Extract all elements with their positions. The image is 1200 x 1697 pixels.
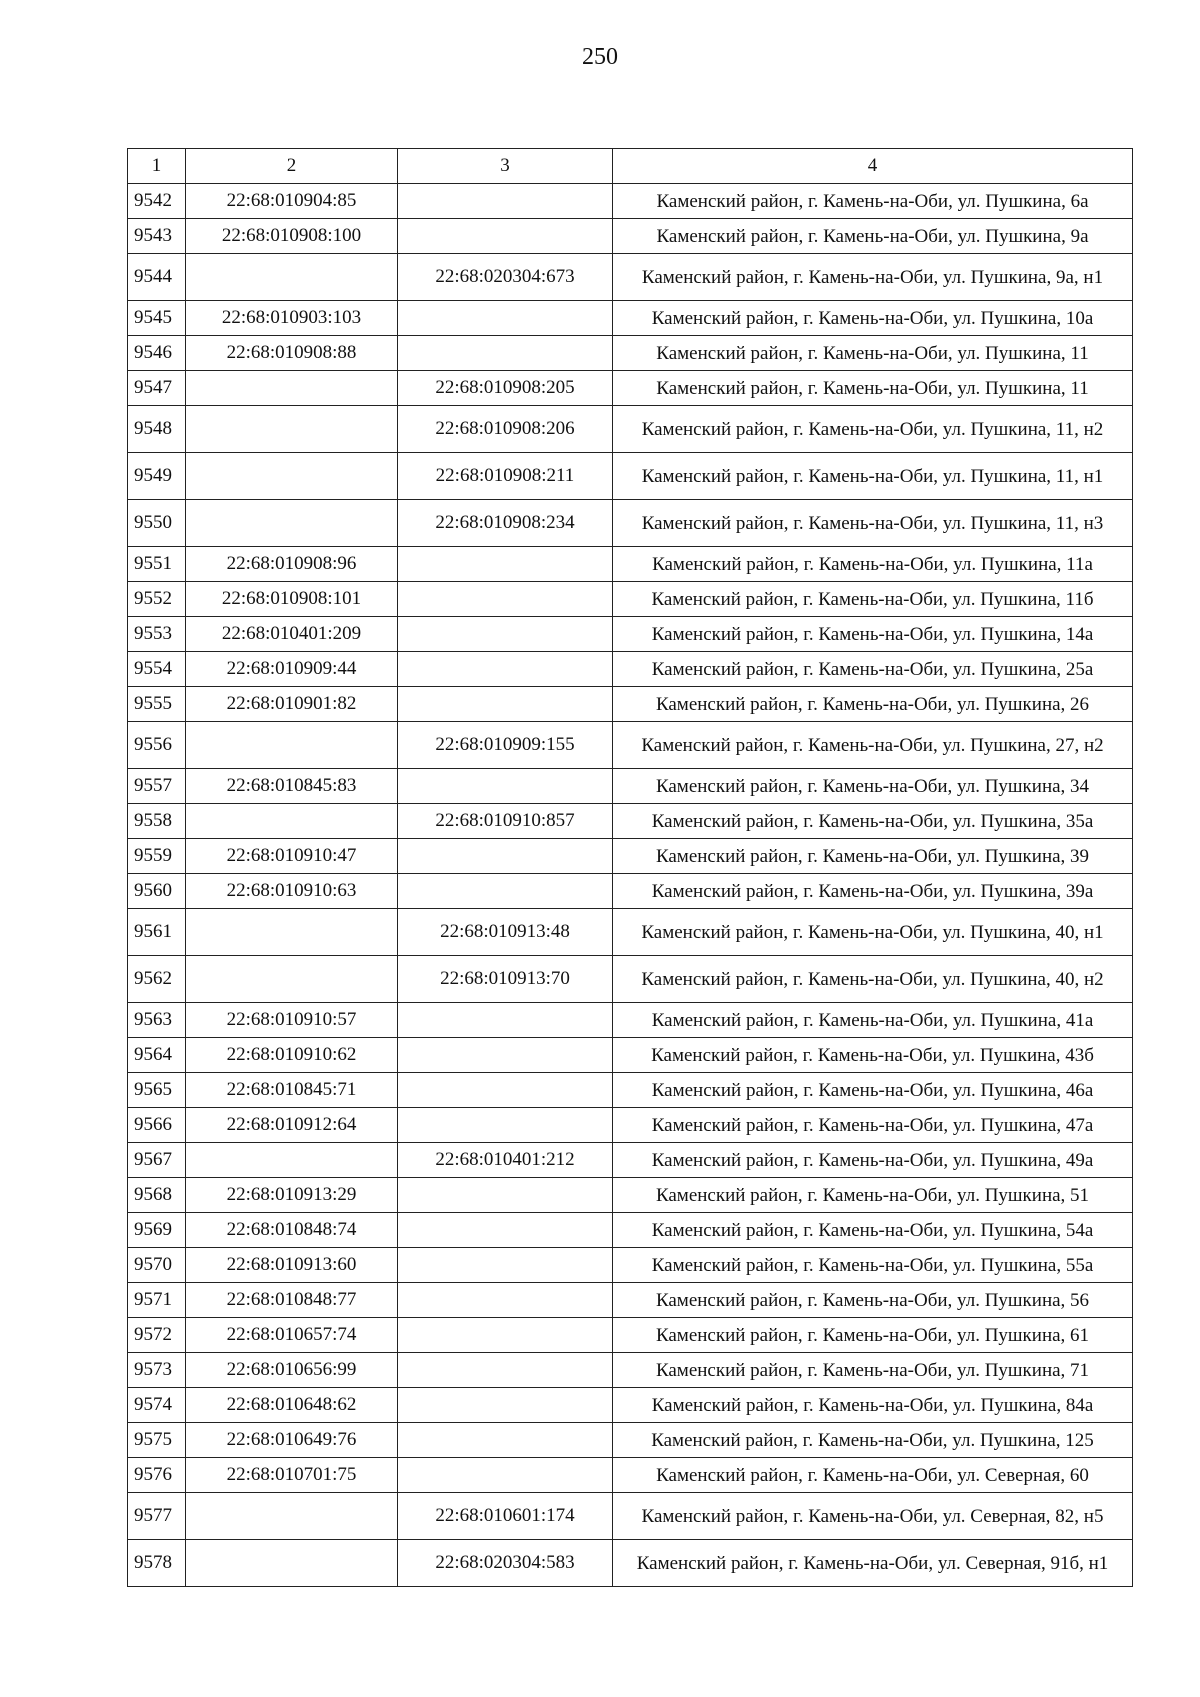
table-row: [128, 219, 1133, 254]
table-row: [128, 1248, 1133, 1283]
address-cell: Каменский район, г. Камень-на-Оби, ул. Пушкина, 51: [613, 1178, 1133, 1213]
row-number-cell: 9574: [128, 1388, 186, 1423]
row-number-cell: 9569: [128, 1213, 186, 1248]
table-row: [128, 804, 1133, 839]
object-number-cell: 22:68:010601:174: [398, 1493, 613, 1540]
address-cell: Каменский район, г. Камень-на-Оби, ул. Пушкина, 71: [613, 1353, 1133, 1388]
cadastral-number-cell: [186, 909, 398, 956]
table-row: [128, 1318, 1133, 1353]
row-number-cell: 9577: [128, 1493, 186, 1540]
cadastral-number-cell: [186, 1143, 398, 1178]
cadastral-number-cell: 22:68:010910:47: [186, 839, 398, 874]
row-number-cell: 9544: [128, 254, 186, 301]
address-cell: Каменский район, г. Камень-на-Оби, ул. Пушкина, 43б: [613, 1038, 1133, 1073]
object-number-cell: [398, 769, 613, 804]
address-cell: Каменский район, г. Камень-на-Оби, ул. Пушкина, 35а: [613, 804, 1133, 839]
cadastral-number-cell: 22:68:010649:76: [186, 1423, 398, 1458]
address-cell: Каменский район, г. Камень-на-Оби, ул. Пушкина, 10а: [613, 301, 1133, 336]
row-number-cell: 9554: [128, 652, 186, 687]
address-cell: Каменский район, г. Камень-на-Оби, ул. Пушкина, 46а: [613, 1073, 1133, 1108]
table-row: [128, 336, 1133, 371]
object-number-cell: 22:68:020304:673: [398, 254, 613, 301]
object-number-cell: [398, 336, 613, 371]
row-number-cell: 9559: [128, 839, 186, 874]
cadastral-number-cell: 22:68:010401:209: [186, 617, 398, 652]
cadastral-number-cell: [186, 1540, 398, 1587]
table-row: [128, 371, 1133, 406]
address-cell: Каменский район, г. Камень-на-Оби, ул. Пушкина, 84а: [613, 1388, 1133, 1423]
cadastral-number-cell: 22:68:010657:74: [186, 1318, 398, 1353]
table-row: [128, 1178, 1133, 1213]
column-header-4: 4: [613, 149, 1133, 184]
cadastral-number-cell: 22:68:010908:100: [186, 219, 398, 254]
table-row: [128, 1493, 1133, 1540]
object-number-cell: 22:68:010910:857: [398, 804, 613, 839]
cadastral-number-cell: 22:68:010910:57: [186, 1003, 398, 1038]
table-row: [128, 769, 1133, 804]
row-number-cell: 9570: [128, 1248, 186, 1283]
row-number-cell: 9576: [128, 1458, 186, 1493]
row-number-cell: 9575: [128, 1423, 186, 1458]
table-row: [128, 1353, 1133, 1388]
cadastral-number-cell: [186, 722, 398, 769]
object-number-cell: [398, 1213, 613, 1248]
cadastral-number-cell: [186, 254, 398, 301]
table-row: [128, 687, 1133, 722]
page-number: 250: [582, 44, 618, 70]
cadastral-number-cell: [186, 453, 398, 500]
object-number-cell: 22:68:010908:206: [398, 406, 613, 453]
row-number-cell: 9555: [128, 687, 186, 722]
row-number-cell: 9551: [128, 547, 186, 582]
table-row: [128, 956, 1133, 1003]
table-row: [128, 582, 1133, 617]
row-number-cell: 9558: [128, 804, 186, 839]
address-cell: Каменский район, г. Камень-на-Оби, ул. Пушкина, 11: [613, 371, 1133, 406]
table-row: [128, 1003, 1133, 1038]
row-number-cell: 9543: [128, 219, 186, 254]
object-number-cell: [398, 1318, 613, 1353]
address-cell: Каменский район, г. Камень-на-Оби, ул. Пушкина, 39: [613, 839, 1133, 874]
object-number-cell: 22:68:010908:205: [398, 371, 613, 406]
table-row: [128, 909, 1133, 956]
table-row: [128, 874, 1133, 909]
column-header-3: 3: [398, 149, 613, 184]
object-number-cell: 22:68:010908:211: [398, 453, 613, 500]
address-cell: Каменский район, г. Камень-на-Оби, ул. Пушкина, 55а: [613, 1248, 1133, 1283]
cadastral-number-cell: 22:68:010848:74: [186, 1213, 398, 1248]
table-body: [128, 184, 1133, 1587]
object-number-cell: [398, 1283, 613, 1318]
object-number-cell: 22:68:010401:212: [398, 1143, 613, 1178]
object-number-cell: 22:68:010908:234: [398, 500, 613, 547]
cadastral-number-cell: 22:68:010908:101: [186, 582, 398, 617]
address-cell: Каменский район, г. Камень-на-Оби, ул. Пушкина, 40, н2: [613, 956, 1133, 1003]
table-row: [128, 1143, 1133, 1178]
row-number-cell: 9571: [128, 1283, 186, 1318]
row-number-cell: 9549: [128, 453, 186, 500]
row-number-cell: 9564: [128, 1038, 186, 1073]
cadastral-number-cell: 22:68:010913:60: [186, 1248, 398, 1283]
table-row: [128, 617, 1133, 652]
address-cell: Каменский район, г. Камень-на-Оби, ул. Пушкина, 56: [613, 1283, 1133, 1318]
table-row: [128, 1540, 1133, 1587]
cadastral-table: [127, 148, 1133, 1587]
address-cell: Каменский район, г. Камень-на-Оби, ул. Северная, 82, н5: [613, 1493, 1133, 1540]
table-row: [128, 1213, 1133, 1248]
row-number-cell: 9566: [128, 1108, 186, 1143]
object-number-cell: [398, 219, 613, 254]
cadastral-number-cell: 22:68:010903:103: [186, 301, 398, 336]
address-cell: Каменский район, г. Камень-на-Оби, ул. Пушкина, 14а: [613, 617, 1133, 652]
cadastral-number-cell: 22:68:010909:44: [186, 652, 398, 687]
object-number-cell: [398, 1423, 613, 1458]
address-cell: Каменский район, г. Камень-на-Оби, ул. Пушкина, 40, н1: [613, 909, 1133, 956]
row-number-cell: 9548: [128, 406, 186, 453]
object-number-cell: [398, 1458, 613, 1493]
object-number-cell: 22:68:010913:70: [398, 956, 613, 1003]
table-row: [128, 652, 1133, 687]
address-cell: Каменский район, г. Камень-на-Оби, ул. Пушкина, 61: [613, 1318, 1133, 1353]
cadastral-number-cell: [186, 956, 398, 1003]
object-number-cell: [398, 687, 613, 722]
address-cell: Каменский район, г. Камень-на-Оби, ул. Пушкина, 25а: [613, 652, 1133, 687]
address-cell: Каменский район, г. Камень-на-Оби, ул. Пушкина, 34: [613, 769, 1133, 804]
cadastral-number-cell: 22:68:010908:96: [186, 547, 398, 582]
row-number-cell: 9565: [128, 1073, 186, 1108]
cadastral-number-cell: [186, 371, 398, 406]
row-number-cell: 9573: [128, 1353, 186, 1388]
row-number-cell: 9560: [128, 874, 186, 909]
column-header-2: 2: [186, 149, 398, 184]
row-number-cell: 9542: [128, 184, 186, 219]
cadastral-number-cell: 22:68:010656:99: [186, 1353, 398, 1388]
row-number-cell: 9546: [128, 336, 186, 371]
object-number-cell: [398, 1388, 613, 1423]
table-row: [128, 453, 1133, 500]
row-number-cell: 9567: [128, 1143, 186, 1178]
row-number-cell: 9556: [128, 722, 186, 769]
row-number-cell: 9550: [128, 500, 186, 547]
column-header-1: 1: [128, 149, 186, 184]
row-number-cell: 9545: [128, 301, 186, 336]
cadastral-number-cell: [186, 1493, 398, 1540]
table-header-row: [128, 149, 1133, 184]
row-number-cell: 9557: [128, 769, 186, 804]
object-number-cell: [398, 301, 613, 336]
address-cell: Каменский район, г. Камень-на-Оби, ул. Пушкина, 11а: [613, 547, 1133, 582]
cadastral-number-cell: 22:68:010845:71: [186, 1073, 398, 1108]
object-number-cell: [398, 617, 613, 652]
cadastral-number-cell: 22:68:010848:77: [186, 1283, 398, 1318]
object-number-cell: 22:68:010909:155: [398, 722, 613, 769]
table-row: [128, 1038, 1133, 1073]
table-row: [128, 254, 1133, 301]
address-cell: Каменский район, г. Камень-на-Оби, ул. Пушкина, 11: [613, 336, 1133, 371]
cadastral-number-cell: [186, 406, 398, 453]
row-number-cell: 9578: [128, 1540, 186, 1587]
object-number-cell: [398, 582, 613, 617]
row-number-cell: 9547: [128, 371, 186, 406]
address-cell: Каменский район, г. Камень-на-Оби, ул. Пушкина, 125: [613, 1423, 1133, 1458]
row-number-cell: 9563: [128, 1003, 186, 1038]
object-number-cell: [398, 1248, 613, 1283]
address-cell: Каменский район, г. Камень-на-Оби, ул. Пушкина, 9а: [613, 219, 1133, 254]
cadastral-number-cell: 22:68:010904:85: [186, 184, 398, 219]
object-number-cell: [398, 547, 613, 582]
object-number-cell: [398, 1353, 613, 1388]
object-number-cell: 22:68:020304:583: [398, 1540, 613, 1587]
table-row: [128, 839, 1133, 874]
row-number-cell: 9568: [128, 1178, 186, 1213]
table-row: [128, 1388, 1133, 1423]
address-cell: Каменский район, г. Камень-на-Оби, ул. Пушкина, 11б: [613, 582, 1133, 617]
address-cell: Каменский район, г. Камень-на-Оби, ул. Пушкина, 11, н1: [613, 453, 1133, 500]
object-number-cell: [398, 1038, 613, 1073]
address-cell: Каменский район, г. Камень-на-Оби, ул. Пушкина, 6а: [613, 184, 1133, 219]
object-number-cell: [398, 1073, 613, 1108]
row-number-cell: 9552: [128, 582, 186, 617]
cadastral-number-cell: 22:68:010648:62: [186, 1388, 398, 1423]
table-row: [128, 1108, 1133, 1143]
address-cell: Каменский район, г. Камень-на-Оби, ул. Пушкина, 27, н2: [613, 722, 1133, 769]
cadastral-number-cell: 22:68:010910:63: [186, 874, 398, 909]
table-row: [128, 722, 1133, 769]
address-cell: Каменский район, г. Камень-на-Оби, ул. Пушкина, 49а: [613, 1143, 1133, 1178]
object-number-cell: [398, 839, 613, 874]
row-number-cell: 9553: [128, 617, 186, 652]
table-row: [128, 1458, 1133, 1493]
row-number-cell: 9561: [128, 909, 186, 956]
cadastral-number-cell: 22:68:010910:62: [186, 1038, 398, 1073]
address-cell: Каменский район, г. Камень-на-Оби, ул. Северная, 91б, н1: [613, 1540, 1133, 1587]
address-cell: Каменский район, г. Камень-на-Оби, ул. Северная, 60: [613, 1458, 1133, 1493]
table-row: [128, 1073, 1133, 1108]
table-row: [128, 1283, 1133, 1318]
object-number-cell: [398, 1003, 613, 1038]
object-number-cell: [398, 874, 613, 909]
object-number-cell: [398, 652, 613, 687]
cadastral-number-cell: 22:68:010901:82: [186, 687, 398, 722]
address-cell: Каменский район, г. Камень-на-Оби, ул. Пушкина, 26: [613, 687, 1133, 722]
cadastral-number-cell: [186, 804, 398, 839]
object-number-cell: [398, 184, 613, 219]
object-number-cell: [398, 1178, 613, 1213]
row-number-cell: 9562: [128, 956, 186, 1003]
address-cell: Каменский район, г. Камень-на-Оби, ул. Пушкина, 11, н2: [613, 406, 1133, 453]
cadastral-number-cell: 22:68:010912:64: [186, 1108, 398, 1143]
table-row: [128, 301, 1133, 336]
cadastral-number-cell: 22:68:010701:75: [186, 1458, 398, 1493]
object-number-cell: [398, 1108, 613, 1143]
row-number-cell: 9572: [128, 1318, 186, 1353]
table-row: [128, 184, 1133, 219]
address-cell: Каменский район, г. Камень-на-Оби, ул. Пушкина, 47а: [613, 1108, 1133, 1143]
table-row: [128, 406, 1133, 453]
object-number-cell: 22:68:010913:48: [398, 909, 613, 956]
cadastral-number-cell: 22:68:010845:83: [186, 769, 398, 804]
address-cell: Каменский район, г. Камень-на-Оби, ул. Пушкина, 11, н3: [613, 500, 1133, 547]
cadastral-number-cell: [186, 500, 398, 547]
table-row: [128, 547, 1133, 582]
table-row: [128, 500, 1133, 547]
address-cell: Каменский район, г. Камень-на-Оби, ул. Пушкина, 41а: [613, 1003, 1133, 1038]
address-cell: Каменский район, г. Камень-на-Оби, ул. Пушкина, 9а, н1: [613, 254, 1133, 301]
address-cell: Каменский район, г. Камень-на-Оби, ул. Пушкина, 54а: [613, 1213, 1133, 1248]
cadastral-number-cell: 22:68:010913:29: [186, 1178, 398, 1213]
table-row: [128, 1423, 1133, 1458]
cadastral-number-cell: 22:68:010908:88: [186, 336, 398, 371]
address-cell: Каменский район, г. Камень-на-Оби, ул. Пушкина, 39а: [613, 874, 1133, 909]
